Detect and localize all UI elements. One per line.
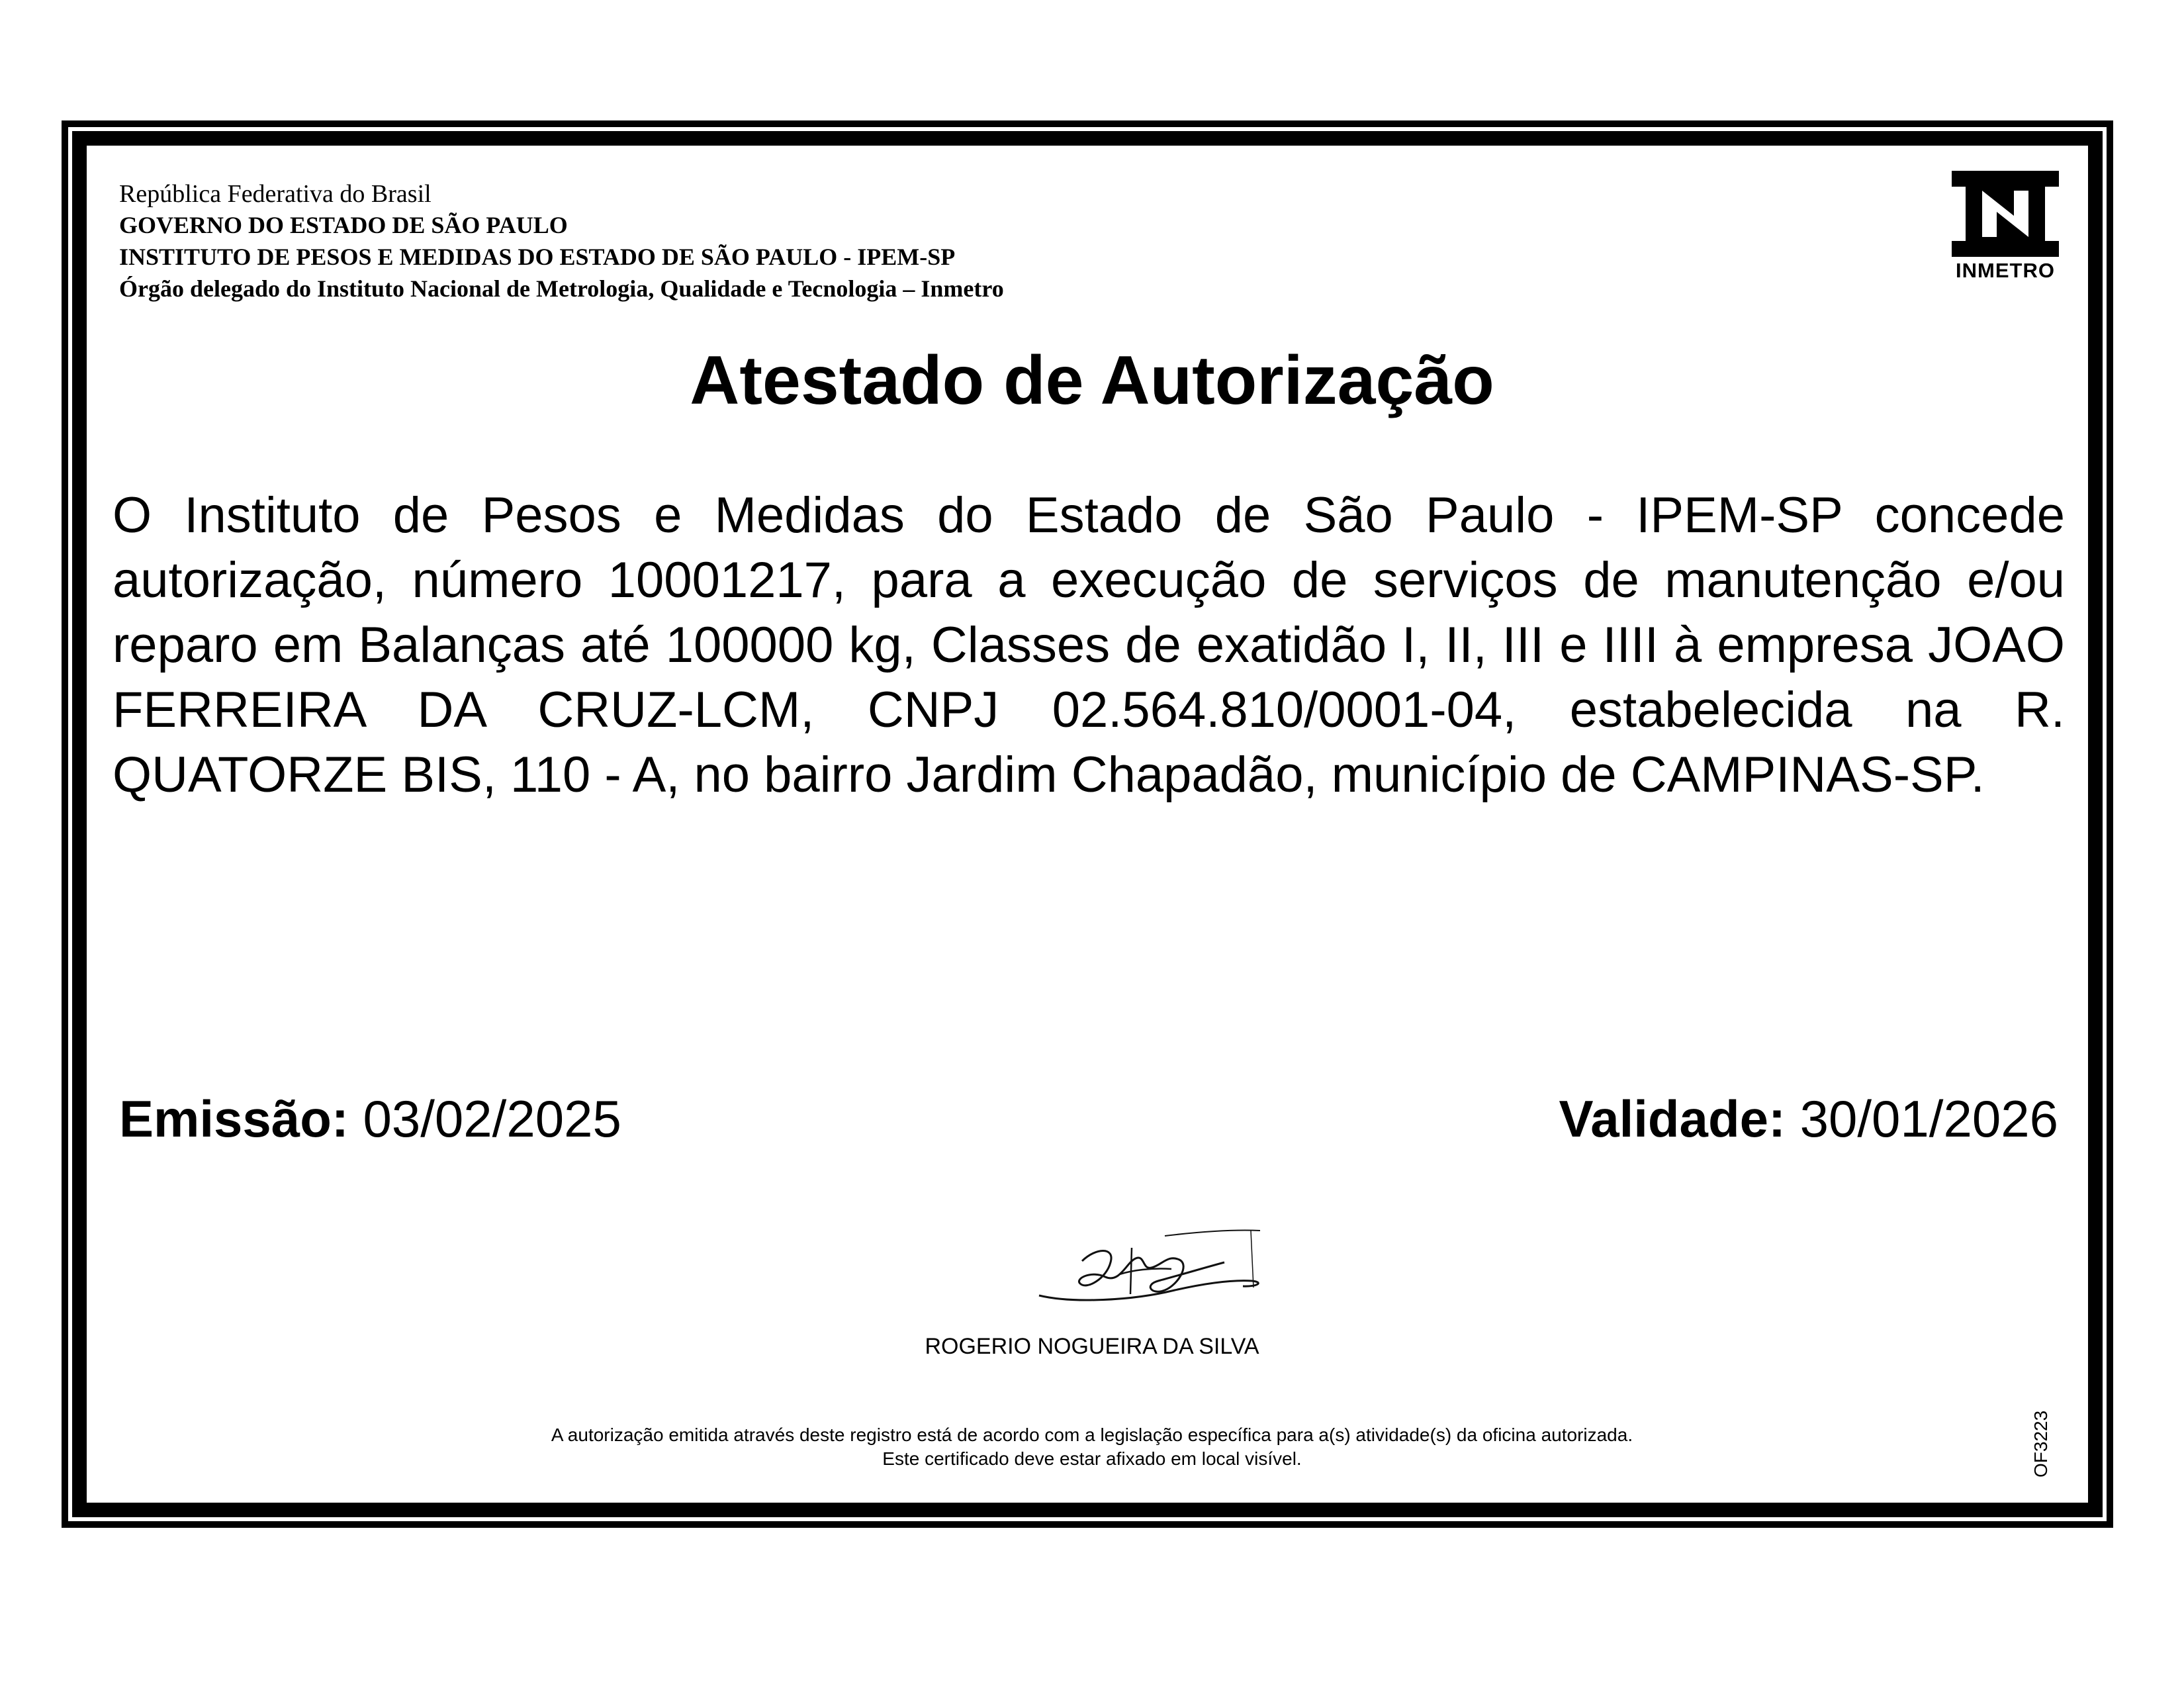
issuer-header bbox=[119, 179, 1004, 305]
authorization-body: O Instituto de Pesos e Medidas do Estado de São Paulo - IPEM-SP concede autorização, número 10001217, para a execução de serviços de manutenção e/ou reparo em Balanças até 100000 kg, Classes de exatidão I, II, III e IIII à empresa JOAO FERREIRA DA CRUZ-LCM, CNPJ 02.564.810/0001-04, estabelecida na R. QUATORZE BIS, 110 - A, no bairro Jardim Chapadão, município de CAMPINAS-SP. bbox=[113, 487, 2065, 803]
header-line-delegate: Órgão delegado do Instituto Nacional de Metrologia, Qualidade e Tecnologia – Inmetro bbox=[119, 275, 1004, 302]
form-code: OF3223 bbox=[2030, 1410, 2051, 1477]
inmetro-logo-text: INMETRO bbox=[1956, 259, 2055, 282]
signature-image bbox=[1032, 1221, 1271, 1321]
inmetro-logo bbox=[1942, 171, 2068, 283]
signer-name: ROGERIO NOGUEIRA DA SILVA bbox=[925, 1334, 1259, 1359]
validity-date-value: 30/01/2026 bbox=[1799, 1090, 2058, 1148]
issue-date-value: 03/02/2025 bbox=[363, 1090, 621, 1148]
issue-date-label: Emissão: bbox=[119, 1090, 349, 1148]
header-line-government: GOVERNO DO ESTADO DE SÃO PAULO bbox=[119, 212, 568, 238]
header-line-institute: INSTITUTO DE PESOS E MEDIDAS DO ESTADO DE SÃO PAULO - IPEM-SP bbox=[119, 244, 956, 270]
issue-date bbox=[119, 1086, 621, 1152]
footer-note bbox=[0, 1423, 2184, 1471]
inmetro-logo-icon bbox=[1942, 171, 2068, 257]
header-line-republic: República Federativa do Brasil bbox=[119, 180, 432, 208]
validity-date-label: Validade: bbox=[1559, 1090, 1786, 1148]
validity-date bbox=[1559, 1086, 2058, 1152]
footer-line-legislation: A autorização emitida através deste registro está de acordo com a legislação específica para a(s) atividade(s) da oficina autorizada. bbox=[551, 1425, 1633, 1445]
footer-line-display: Este certificado deve estar afixado em local visível. bbox=[882, 1448, 1302, 1469]
document-title: Atestado de Autorização bbox=[690, 342, 1494, 419]
